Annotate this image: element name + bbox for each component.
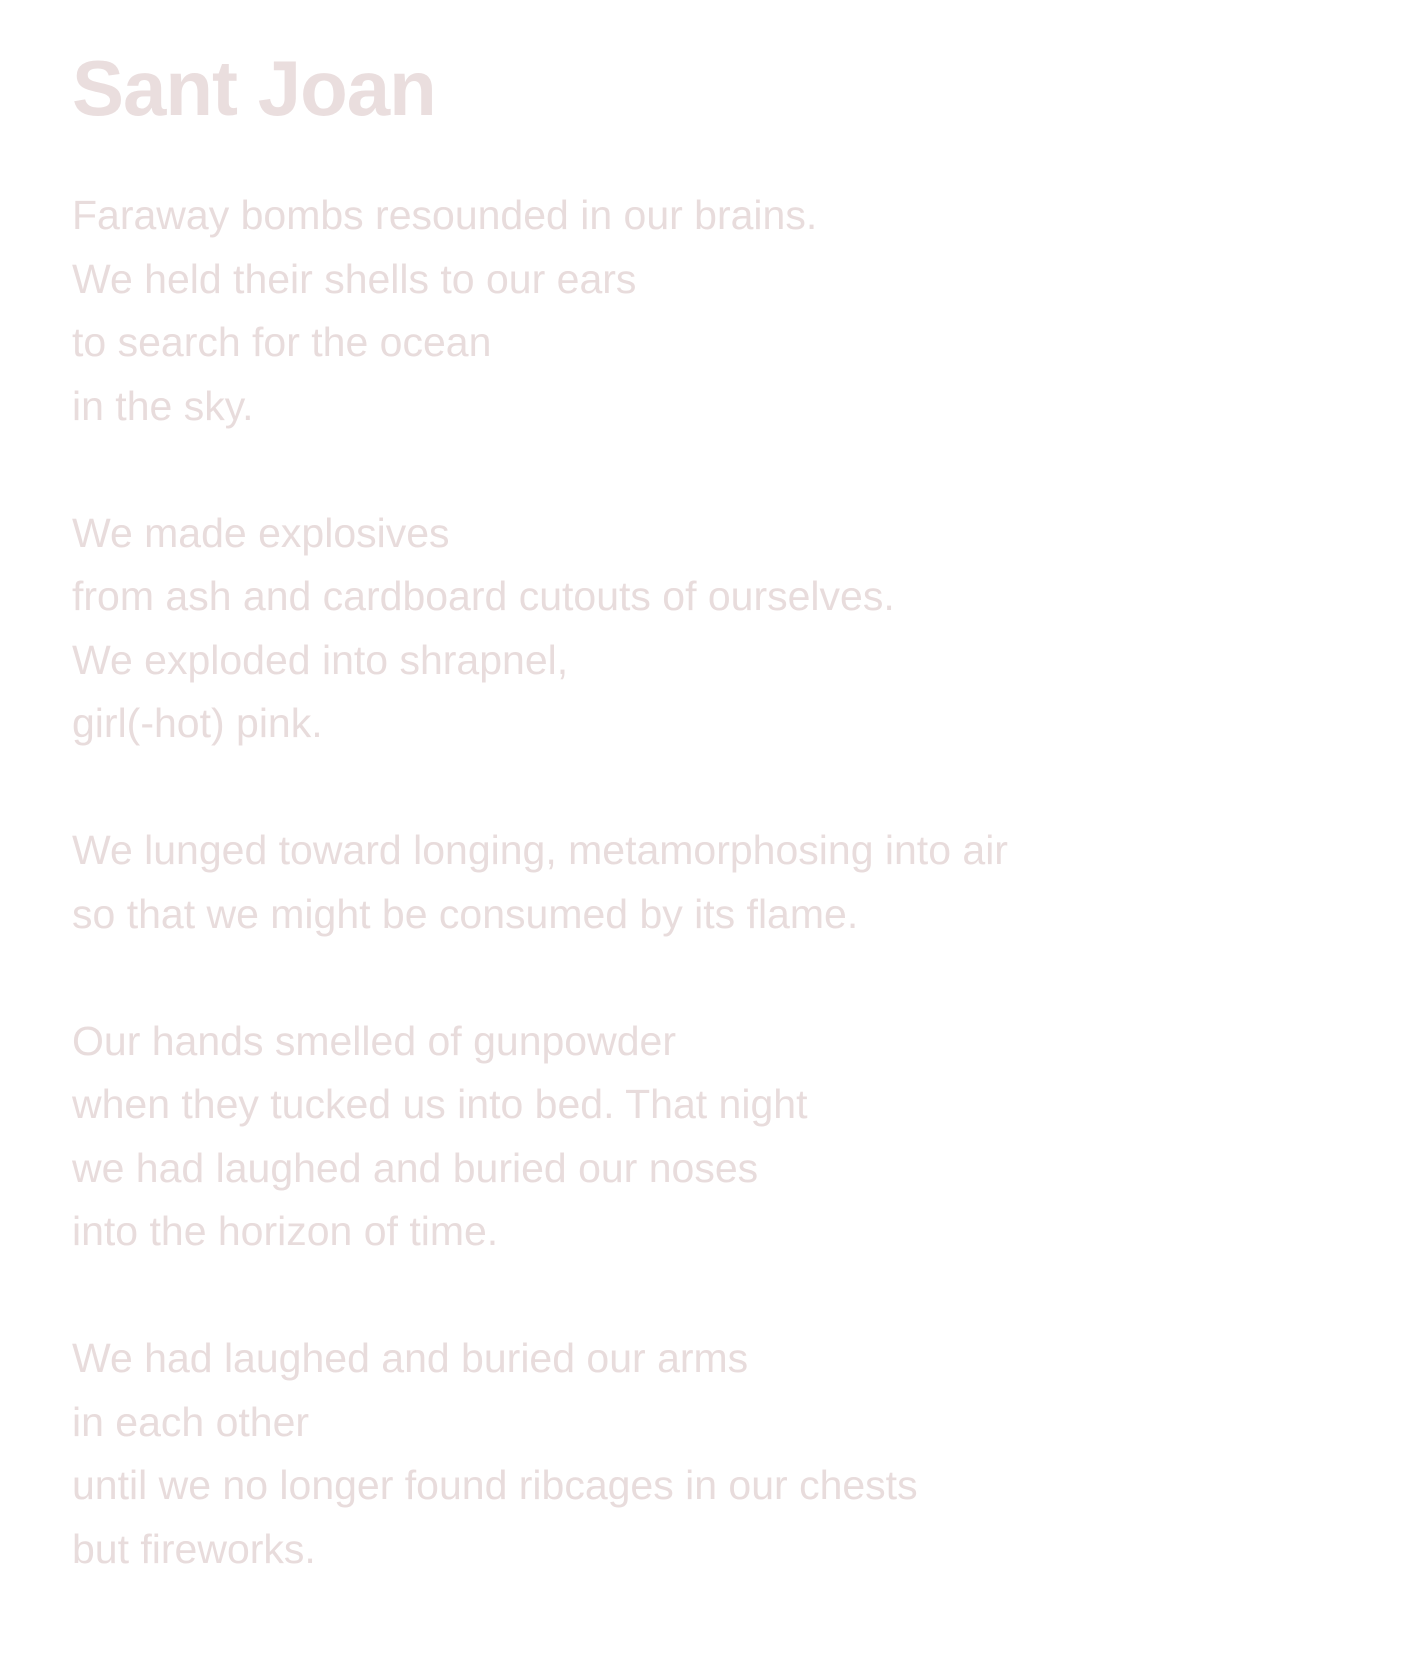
poem-line: from ash and cardboard cutouts of ourselves. — [72, 573, 895, 619]
poem-line: in the sky. — [72, 382, 254, 429]
poem-body — [72, 184, 1372, 1645]
poem-line: until we no longer found ribcages in our chests — [72, 1462, 918, 1508]
stanza-4 — [72, 1010, 1372, 1264]
poem-line: into the horizon of time. — [72, 1208, 499, 1254]
poem-line: but fireworks. — [72, 1525, 316, 1572]
poem-line: Faraway bombs resounded in our brains. — [72, 192, 818, 238]
poem-title: Sant Joan — [72, 44, 436, 132]
poem-line: Our hands smelled of gunpowder — [72, 1017, 676, 1064]
poem-line: We held their shells to our ears — [72, 255, 637, 302]
stanza-3 — [72, 819, 1372, 946]
poem-line: so that we might be consumed by its flame. — [72, 890, 859, 937]
poem-line: We lunged toward longing, metamorphosing into air — [72, 827, 1008, 873]
poem-line: we had laughed and buried our noses — [72, 1144, 759, 1191]
poem-line: when they tucked us into bed. That night — [72, 1081, 808, 1127]
stanza-2 — [72, 502, 1372, 756]
poem-line: girl(-hot) pink. — [72, 700, 323, 746]
poem-line: to search for the ocean — [72, 319, 492, 365]
poem-line: We made explosives — [72, 509, 450, 556]
stanza-1 — [72, 184, 1372, 438]
poem-line: We had laughed and buried our arms — [72, 1335, 749, 1381]
poem-line: We exploded into shrapnel, — [72, 636, 569, 683]
poem-line: in each other — [72, 1398, 310, 1445]
stanza-5 — [72, 1327, 1372, 1581]
